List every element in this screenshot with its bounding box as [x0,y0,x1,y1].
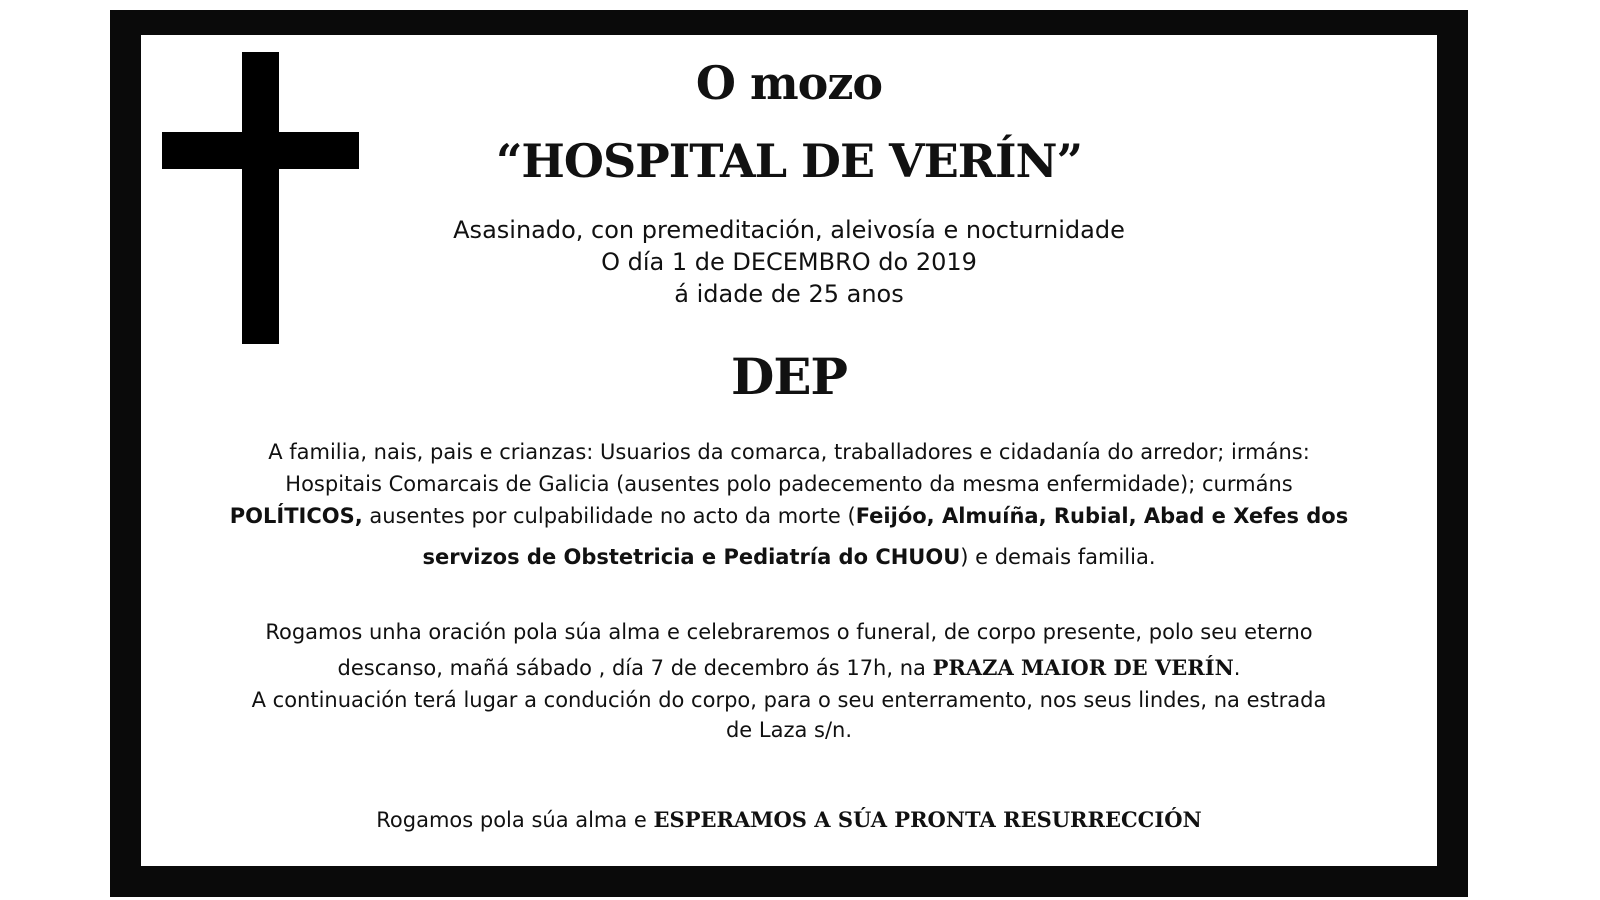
subtitle-line-3: á idade de 25 anos [674,280,904,308]
family-line-2: Hospitais Comarcais de Galicia (ausentes polo padecemento da mesma enfermidade); curmáns [285,472,1293,496]
funeral-line-4: de Laza s/n. [725,718,853,742]
closing-bold: ESPERAMOS A SÚA PRONTA RESURRECCIÓN [653,807,1202,832]
politicos-label: POLÍTICOS, [229,504,363,528]
family-line-1: A familia, nais, pais e crianzas: Usuarios da comarca, traballadores e cidadanía do arredor; irmáns: [268,440,1310,464]
praza-maior-label: PRAZA MAIOR DE VERÍN [932,655,1234,680]
funeral-line-2 [141,652,1437,684]
funeral-line-1: Rogamos unha oración pola súa alma e celebraremos o funeral, de corpo presente, polo seu eterno [265,620,1313,644]
family-line-3 [141,500,1437,532]
subtitle-line-2: O día 1 de DECEMBRO do 2019 [601,248,977,276]
services-names: servizos de Obstetricia e Pediatría do CHUOU [422,545,961,569]
politicians-names: Feijóo, Almuíña, Rubial, Abad e Xefes dos [855,504,1349,528]
funeral-line-2-end: . [1233,656,1241,680]
family-line-4 [141,541,1437,573]
closing-line [141,804,1437,836]
heading-line-1: O mozo [695,56,883,110]
heading-line-2: “HOSPITAL DE VERÍN” [495,134,1083,188]
funeral-line-2-text: descanso, mañá sábado , día 7 de decembro ás 17h, na [337,656,933,680]
closing-text: Rogamos pola súa alma e [376,808,654,832]
subtitle-line-1: Asasinado, con premeditación, aleivosía e nocturnidade [453,216,1125,244]
family-line-4-text: ) e demais familia. [960,545,1156,569]
family-line-3-text: ausentes por culpabilidade no acto da morte ( [362,504,856,528]
funeral-line-3: A continuación terá lugar a condución do corpo, para o seu enterramento, nos seus lindes, na estrada [251,688,1327,712]
dep-title: DEP [730,347,848,406]
